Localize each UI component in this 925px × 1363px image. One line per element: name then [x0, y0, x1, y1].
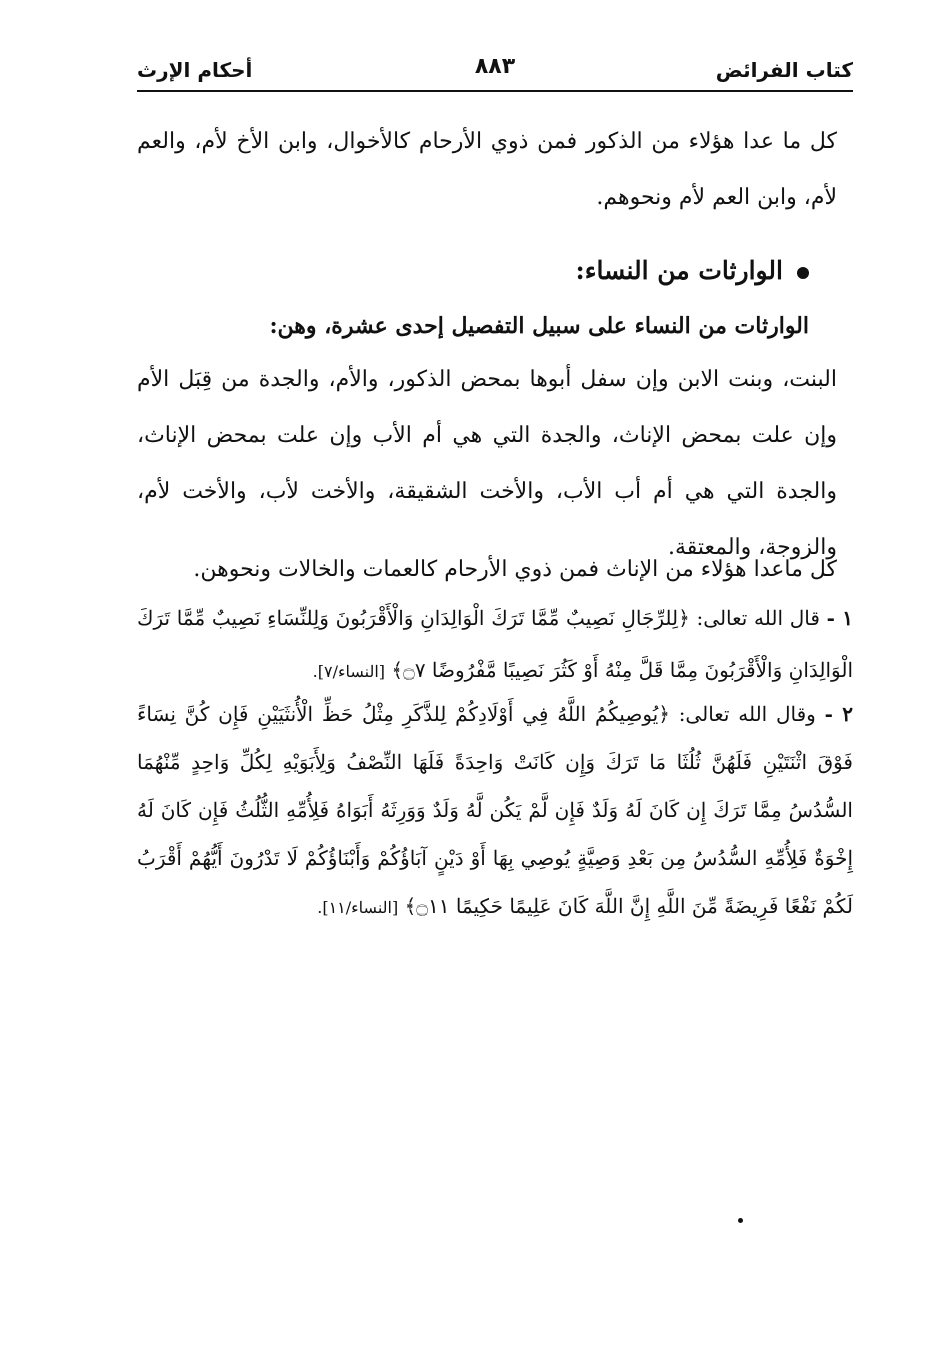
- bullet-icon: [797, 267, 809, 279]
- section-heading: [576, 245, 809, 297]
- quran-verse: ﴿لِلرِّجَالِ نَصِيبٌ مِّمَّا تَرَكَ الْوَالِدَانِ وَالْأَقْرَبُونَ وَلِلنِّسَاءِ نَصِيبٌ مِّمَّا تَرَكَ الْوَالِدَانِ وَالْأَقْرَبُونَ مِمَّا قَلَّ مِنْهُ أَوْ كَثُرَ نَصِيبًا مَّفْرُوضًا ۝٧﴾: [137, 606, 853, 682]
- list-item: [137, 592, 853, 698]
- list-item: [137, 690, 853, 932]
- paragraph-male-relatives: كل ما عدا هؤلاء من الذكور فمن ذوي الأرحام كالأخوال، وابن الأخ لأم، والعم لأم، وابن العم لأم ونحوهم.: [137, 129, 837, 210]
- item-intro: وقال الله تعالى:: [678, 702, 816, 726]
- chapter-title: أحكام الإرث: [137, 58, 253, 82]
- verse-reference: [النساء/٧].: [312, 662, 386, 681]
- page-number: ٨٨٣: [474, 54, 516, 79]
- verse-reference: [النساء/١١].: [317, 898, 399, 917]
- quran-verse: ﴿يُوصِيكُمُ اللَّهُ فِي أَوْلَادِكُمْ لِلذَّكَرِ مِثْلُ حَظِّ الْأُنثَيَيْنِ فَإِن كُنَّ نِسَاءً فَوْقَ اثْنَتَيْنِ فَلَهُنَّ ثُلُثَا مَا تَرَكَ وَإِن كَانَتْ وَاحِدَةً فَلَهَا النِّصْفُ وَلِأَبَوَيْهِ لِكُلِّ وَاحِدٍ مِّنْهُمَا السُّدُسُ مِمَّا تَرَكَ إِن كَانَ لَهُ وَلَدٌ فَإِن لَّمْ يَكُن لَّهُ وَلَدٌ وَوَرِثَهُ أَبَوَاهُ فَلِأُمِّهِ الثُّلُثُ فَإِن كَانَ لَهُ إِخْوَةٌ فَلِأُمِّهِ السُّدُسُ مِن بَعْدِ وَصِيَّةٍ يُوصِي بِهَا أَوْ دَيْنٍ آبَاؤُكُمْ وَأَبْنَاؤُكُمْ لَا تَدْرُونَ أَيُّهُمْ أَقْرَبُ لَكُمْ نَفْعًا فَرِيضَةً مِّنَ اللَّهِ إِنَّ اللَّهَ كَانَ عَلِيمًا حَكِيمًا ۝١١﴾: [137, 702, 853, 918]
- scan-speck: [738, 1218, 743, 1223]
- book-title: كتاب الفرائض: [715, 58, 853, 82]
- section-heading-text: الوارثات من النساء:: [575, 256, 783, 285]
- page-header: [137, 48, 853, 92]
- item-number: ٢ -: [824, 702, 853, 726]
- paragraph-female-heirs: البنت، وبنت الابن وإن سفل أبوها بمحض الذكور، والأم، والجدة من قِبَل الأم وإن علت بمحض الإناث، والجدة التي هي أم الأب وإن علت بمحض الإناث، والجدة التي هي أم أب الأب، والأخت الشقيقة، والأخت لأب، والأخت لأم، والزوجة، والمعتقة.: [137, 367, 837, 560]
- item-number: ١ -: [826, 606, 854, 630]
- item-intro: قال الله تعالى:: [696, 606, 820, 630]
- paragraph-other-females: كل ماعدا هؤلاء من الإناث فمن ذوي الأرحام كالعمات والخالات ونحوهن.: [193, 557, 837, 582]
- section-subheading: الوارثات من النساء على سبيل التفصيل إحدى عشرة، وهن:: [269, 313, 809, 339]
